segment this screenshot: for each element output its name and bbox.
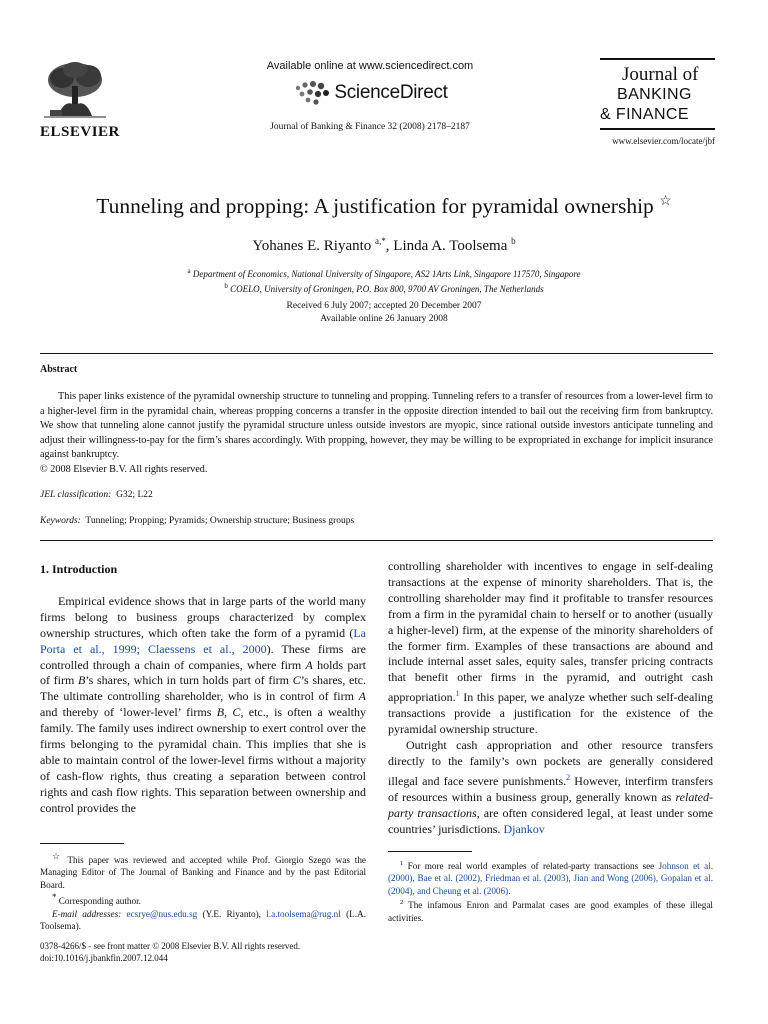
- title-star-mark[interactable]: ☆: [659, 194, 672, 209]
- sciencedirect-wordmark: ScienceDirect: [334, 82, 448, 103]
- jel-classification: JEL classification: G32; L22: [40, 490, 153, 500]
- paragraph: Outright cash appropriation and other resource transfers directly to the family’s own pockets are generally considered illegal and face severe punishments.$^2$ However, interfirm transfers of resources within a business group, generally known as related-party transactions, are often considered legal, at least under some countries’ jurisdictions. Djankov: [388, 737, 714, 836]
- author1-affil-mark[interactable]: a,*: [375, 236, 386, 246]
- body-column-left: [40, 562, 366, 817]
- sciencedirect-dots-icon: [292, 80, 332, 106]
- journal-title-line2: BANKING: [617, 86, 692, 103]
- footnote-2: $^2$ The infamous Enron and Parmalat cases are good examples of these illegal activities.: [388, 899, 713, 923]
- author-toolsema: Linda A. Toolsema: [393, 238, 508, 254]
- footnote-ref-1[interactable]: 1: [455, 689, 460, 699]
- affiliation-a: $^a$ Department of Economics, National University of Singapore, AS2 1Arts Link, Singapore 117570, Singapore: [187, 267, 581, 279]
- keywords: Keywords: Tunneling; Propping; Pyramids; Ownership structure; Business groups: [40, 516, 355, 526]
- footnote-divider: [40, 843, 124, 844]
- journal-citation: Journal of Banking & Finance 32 (2008) 2178–2187: [270, 122, 470, 132]
- abstract-copyright: © 2008 Elsevier B.V. All rights reserved.: [40, 463, 208, 475]
- footnotes-right: [388, 858, 713, 924]
- publisher-name: ELSEVIER: [40, 124, 120, 140]
- email-link-riyanto[interactable]: ecsrye@nus.edu.sg: [126, 908, 198, 919]
- citation-link[interactable]: Johnson et al. (2000), Bae et al. (2002), Friedman et al. (2003), Jian and Wong (2006), Gopalan et al. (2004), and Cheung et al. (2006): [388, 861, 714, 896]
- footnote-emails: E-mail addresses: ecsrye@nus.edu.sg (Y.E. Riyanto), l.a.toolsema@rug.nl (L.A. Toolsema).: [40, 908, 366, 932]
- journal-url[interactable]: www.elsevier.com/locate/jbf: [612, 136, 715, 146]
- footnote-corresponding: * Corresponding author.: [52, 892, 141, 907]
- abstract-text: This paper links existence of the pyramidal ownership structure to tunneling and propping. Tunneling refers to a transfer of resources from a lower-level firm to a higher-level firm in the pyramidal chain, whereas propping concerns a transfer in the opposite direction intended to bail out the receiving firm from bankruptcy. We show that tunneling alone cannot justify the pyramidal structure unless outside investors are myopic, since rational outside investors anticipate tunneling and adjust their willingness-to-pay for the firm’s shares accordingly. With propping, however, they may be willing to be expropriated in exchange for implicit insurance against bankruptcy.: [40, 391, 713, 461]
- article-title: Tunneling and propping: A justification for pyramidal ownership ☆: [96, 194, 672, 219]
- section-heading: 1. Introduction: [40, 562, 118, 576]
- affiliation-b: $^b$ COELO, University of Groningen, P.O. Box 800, 9700 AV Groningen, The Netherlands: [224, 282, 544, 294]
- abstract-body: [40, 390, 713, 478]
- footnotes-left: [40, 850, 366, 933]
- journal-title-line1: Journal of: [622, 64, 699, 85]
- available-date: Available online 26 January 2008: [320, 314, 448, 324]
- authors: Yohanes E. Riyanto $^{a,*}$, Linda A. Toolsema $^b$: [252, 236, 516, 254]
- journal-title-box: [600, 58, 715, 146]
- footnote-1: $^1$ For more real world examples of related-party transactions see Johnson et al. (2000), Bae et al. (2002), Friedman et al. (2003), Jian and Wong (2006), Gopalan et al. (2004), and Cheung et al. (2006).: [388, 860, 714, 896]
- footnote-divider: [388, 851, 472, 852]
- sciencedirect-block: [235, 60, 505, 132]
- available-online[interactable]: Available online at www.sciencedirect.com: [266, 60, 474, 72]
- footnote-star: ☆ This paper was reviewed and accepted while Prof. Giorgio Szego was the Managing Editor of The Journal of Banking and Finance and by the past Editorial Board.: [40, 851, 366, 890]
- sciencedirect-logo[interactable]: [235, 80, 505, 106]
- received-date: Received 6 July 2007; accepted 20 December 2007: [286, 301, 482, 311]
- elsevier-logo: [40, 60, 120, 141]
- abstract-heading: Abstract: [40, 364, 78, 375]
- footnote-ref-2[interactable]: 2: [566, 772, 571, 782]
- paragraph: controlling shareholder with incentives to engage in self-dealing transactions at the expense of minority shareholders. That is, the controlling shareholder may find it profitable to transfer resources from a firm in the pyramidal chain to herself or to another (usually a higher-level) firm, at the expense of the minority shareholders of the former firm. Examples of these transactions are abound and include internal asset sales, equity sales, transfer pricing contracts that benefit other firms in the pyramid, and outright cash appropriation.$^1$ In this paper, we analyze whether such self-dealing transactions provide a justification for the existence of the pyramidal ownership structure.: [388, 559, 713, 737]
- article-dates: [0, 300, 768, 326]
- citation-link[interactable]: La Porta et al., 1999; Claessens et al., 2000: [40, 625, 366, 656]
- citation-link[interactable]: Djankov: [503, 821, 545, 836]
- divider: [40, 353, 713, 354]
- body-column-right: [388, 559, 713, 837]
- author2-affil-mark[interactable]: b: [511, 236, 516, 246]
- journal-title-line3: & FINANCE: [600, 106, 689, 123]
- divider: [40, 540, 713, 541]
- affiliations: [0, 265, 768, 295]
- paragraph: Empirical evidence shows that in large parts of the world many firms belong to business groups characterized by complex ownership structures, which often take the form of a pyramid (La Porta et al., 1999; Claessens et al., 2000). These firms are controlled through a chain of companies, where firm A holds part of firm B’s shares, which in turn holds part of firm C’s shares, etc. The ultimate controlling shareholder, who is in control of firm A and thereby of ‘lower-level’ firms B, C, etc., is often a wealthy family. The family uses indirect ownership to exert control over the firms belonging to the pyramidal chain. This implies that she is able to maintain control of the lower-level firms without a majority of cash-flow rights, thus creating a separation between control rights and cash flow rights. This separation between ownership and control provides the: [40, 593, 367, 815]
- email-link-toolsema[interactable]: l.a.toolsema@rug.nl: [266, 908, 341, 919]
- author-riyanto: Yohanes E. Riyanto: [252, 238, 372, 254]
- doi-line[interactable]: doi:10.1016/j.jbankfin.2007.12.044: [40, 953, 168, 964]
- elsevier-tree-icon: [44, 60, 106, 118]
- issn-line: 0378-4266/$ - see front matter © 2008 Elsevier B.V. All rights reserved.: [40, 941, 301, 951]
- front-matter-info: [40, 940, 300, 965]
- journal-header: [40, 58, 715, 160]
